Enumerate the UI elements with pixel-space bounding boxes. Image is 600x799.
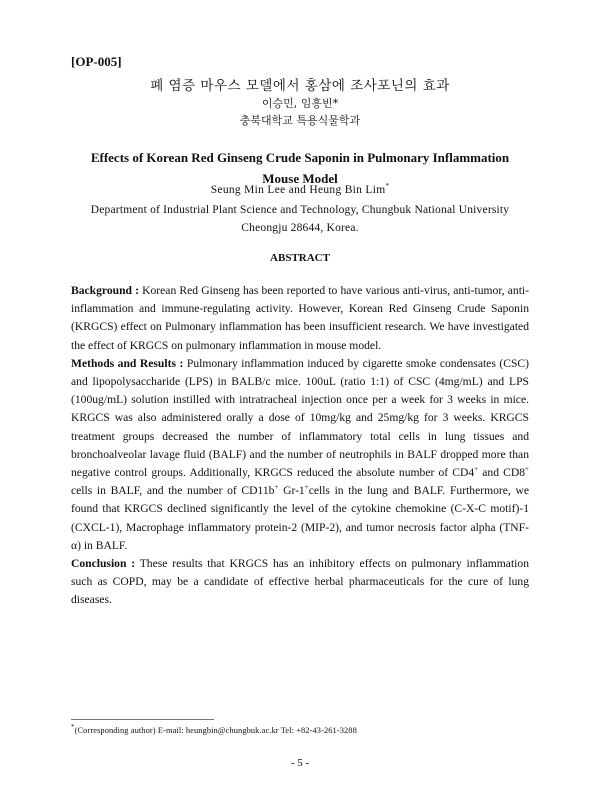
english-title (60, 147, 540, 189)
methods-text-5: cells in the lung and BALF. Furthermore, we found that KRGCS declined significantly the level of the cytokine chemokine (C-X-C motif)-1 (CXCL-1), Macrophage inflammatory protein-2 (MIP-2), and tumor necrosis factor alpha (TNF-α) in BALF. (71, 484, 529, 552)
sup-plus: + (525, 465, 529, 474)
abstract-code: [OP-005] (71, 54, 122, 69)
methods-label: Methods and Results : (71, 356, 184, 370)
conclusion-label: Conclusion : (71, 557, 136, 571)
methods-text-1: Pulmonary inflammation induced by cigarette smoke condensates (CSC) and lipopolysaccharide (LPS) in BALB/c mice. 100uL (ratio 1:1) of CSC (4mg/mL) and LPS (100ug/mL) solution instilled with intratracheal injection once per a week for 3 weeks in mice. KRGCS was also administered orally a dose of 10mg/kg and 25mg/kg for 3 weeks. KRGCS treatment groups decreased the number of inflammatory total cells in lung tissues and bronchoalveolar lavage fluid (BALF) and the number of neutrophils in BALF dropped more than negative control groups. Additionally, KRGCS reduced the absolute number of CD4 (71, 356, 529, 480)
background-label: Background : (71, 284, 139, 297)
methods-text-2: and CD8 (478, 466, 526, 480)
methods-text-3: cells in BALF, and the number of CD11b (71, 484, 275, 498)
footnote-mark: * (71, 723, 75, 732)
korean-affiliation: 충북대학교 특용식물학과 (239, 114, 361, 127)
english-authors (0, 184, 600, 196)
english-authors-text: Seung Min Lee and Heung Bin Lim (210, 184, 386, 196)
abstract-heading: ABSTRACT (270, 252, 330, 264)
affiliation-line-1: Department of Industrial Plant Science and Technology, Chungbuk National University (90, 204, 510, 216)
conclusion-paragraph (71, 555, 529, 610)
background-text: Korean Red Ginseng has been reported to have various anti-virus, anti-tumor, anti-inflammation and immune-regulating activity. However, Korean Red Ginseng Crude Saponin (KRGCS) effect on Pulmonary inflammation has been insufficient research. We have investigated the effect of KRGCS on pulmonary inflammation in mouse model. (71, 284, 529, 352)
footnote-text: (Corresponding author) E-mail: heungbin@chungbuk.ac.kr Tel: +82-43-261-3288 (74, 726, 357, 735)
background-paragraph (71, 282, 529, 355)
korean-authors: 이승민, 임흥빈* (261, 97, 339, 110)
korean-title: 폐 염증 마우스 모델에서 홍삼에 조사포닌의 효과 (150, 78, 450, 94)
english-title-line-2: Mouse Model (262, 171, 338, 186)
footnote-divider (71, 719, 214, 720)
sup-plus: + (474, 465, 479, 474)
corresponding-author-mark: * (385, 182, 390, 191)
sup-plus: + (274, 483, 279, 492)
methods-text-4: Gr-1 (278, 484, 305, 498)
methods-paragraph (71, 355, 529, 555)
affiliation-line-2: Cheongju 28644, Korea. (241, 222, 359, 234)
page-number: - 5 - (290, 757, 310, 769)
english-affiliation (84, 201, 516, 237)
sup-plus: + (304, 483, 309, 492)
conclusion-text: These results that KRGCS has an inhibitory effects on pulmonary inflammation such as COPD, may be a candidate of effective herbal pharmaceuticals for the cure of lung diseases. (71, 557, 529, 607)
abstract-body (71, 282, 529, 610)
footnote (71, 723, 357, 735)
english-title-line-1: Effects of Korean Red Ginseng Crude Saponin in Pulmonary Inflammation (90, 150, 510, 165)
